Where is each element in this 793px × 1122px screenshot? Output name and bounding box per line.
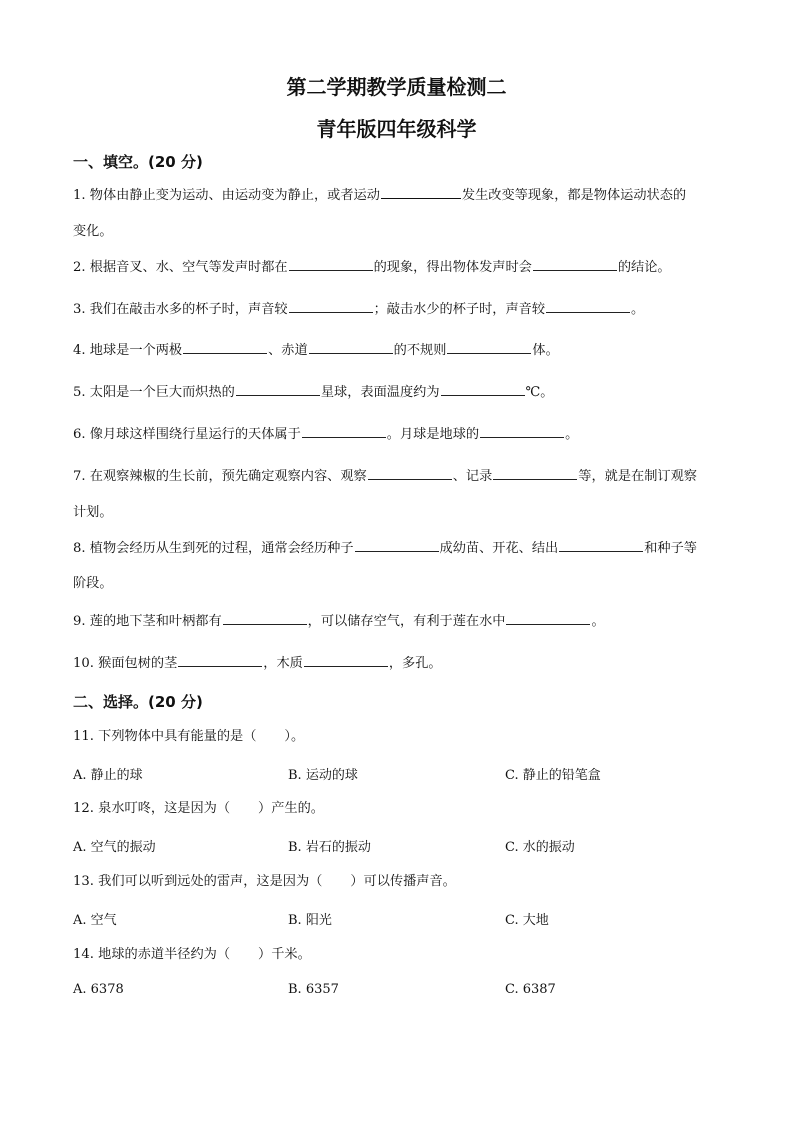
question-12 [73,799,719,819]
answer-blank[interactable] [480,425,564,438]
q2-text-a: 2. 根据音叉、水、空气等发声时都在 [73,260,288,275]
q14-text-b: ）千米。 [258,947,311,962]
q4-text-d: 体。 [532,343,559,358]
q6-text-c: 。 [565,427,579,442]
answer-blank[interactable] [381,186,461,199]
answer-blank[interactable] [493,467,577,480]
question-7 [73,467,719,487]
question-6 [73,425,719,445]
q14-text-a: 14. 地球的赤道半径约为（ [73,947,231,962]
q9-text-a: 9. 莲的地下茎和叶柄都有 [73,614,222,629]
q10-text-b: ，木质 [263,656,303,671]
answer-blank[interactable] [304,654,388,667]
q7-text-c: 等，就是在制订观察 [578,469,697,484]
question-8-cont: 阶段。 [73,576,113,591]
q11-option-b[interactable]: B. 运动的球 [288,768,358,783]
q8-text-b: 成幼苗、开花、结出 [439,541,559,556]
q11-text-b: ）。 [284,729,305,744]
q7-text-a: 7. 在观察辣椒的生长前，预先确定观察内容、观察 [73,469,367,484]
q10-text-a: 10. 猴面包树的茎 [73,656,178,671]
q12-text-b: ）产生的。 [258,801,324,816]
answer-blank[interactable] [559,539,643,552]
q12-option-a[interactable]: A. 空气的振动 [73,840,156,855]
q3-text-b: ；敲击水少的杯子时，声音较 [373,302,546,317]
question-13 [73,872,719,892]
q14-option-b[interactable]: B. 6357 [288,982,339,997]
question-9 [73,612,719,632]
q2-text-c: 的结论。 [617,260,671,275]
question-14 [73,945,719,965]
page-title: 第二学期教学质量检测二 [286,75,507,99]
section-2-heading: 二、选择。(20 分) [73,693,203,711]
q10-text-c: ，多孔。 [388,656,442,671]
answer-blank[interactable] [236,383,320,396]
question-4 [73,341,719,361]
question-7-cont: 计划。 [73,505,113,520]
answer-blank[interactable] [546,300,630,313]
question-5 [73,383,719,403]
q8-text-c: 和种子等 [644,541,697,556]
question-2 [73,258,719,278]
answer-blank[interactable] [441,383,525,396]
answer-blank[interactable] [289,258,373,271]
q1-text-b: 发生改变等现象，都是物体运动状态的 [461,188,687,203]
q4-text-c: 的不规则 [393,343,447,358]
q11-text-a: 11. 下列物体中具有能量的是（ [73,729,257,744]
q3-text-c: 。 [631,302,645,317]
answer-blank[interactable] [309,341,393,354]
question-10 [73,654,719,674]
q4-text-b: 、赤道 [268,343,308,358]
q9-text-b: ，可以储存空气，有利于莲在水中 [307,614,506,629]
q6-text-b: 。月球是地球的 [386,427,480,442]
q12-option-b[interactable]: B. 岩石的振动 [288,840,371,855]
q7-text-b: 、记录 [452,469,493,484]
answer-blank[interactable] [506,612,590,625]
q12-text-a: 12. 泉水叮咚，这是因为（ [73,801,231,816]
question-1-cont: 变化。 [73,224,113,239]
q3-text-a: 3. 我们在敲击水多的杯子时，声音较 [73,302,288,317]
question-11 [73,727,719,747]
question-1 [73,186,719,206]
q2-text-b: 的现象，得出物体发声时会 [373,260,532,275]
q5-text-a: 5. 太阳是一个巨大而炽热的 [73,385,235,400]
q4-text-a: 4. 地球是一个两极 [73,343,183,358]
page-subtitle: 青年版四年级科学 [316,117,477,141]
q13-text-a: 13. 我们可以听到远处的雷声，这是因为（ [73,874,323,889]
q11-option-c[interactable]: C. 静止的铅笔盒 [505,768,601,783]
answer-blank[interactable] [178,654,262,667]
q11-option-a[interactable]: A. 静止的球 [73,768,143,783]
answer-blank[interactable] [368,467,452,480]
q9-text-c: 。 [591,614,605,629]
answer-blank[interactable] [533,258,617,271]
q14-option-a[interactable]: A. 6378 [73,982,124,997]
q13-option-c[interactable]: C. 大地 [505,913,549,928]
q1-text-a: 1. 物体由静止变为运动、由运动变为静止，或者运动 [73,188,380,203]
question-3 [73,300,719,320]
section-1-heading: 一、填空。(20 分) [73,153,203,171]
q6-text-a: 6. 像月球这样围绕行星运行的天体属于 [73,427,301,442]
answer-blank[interactable] [447,341,531,354]
q13-option-b[interactable]: B. 阳光 [288,913,332,928]
q12-option-c[interactable]: C. 水的振动 [505,840,575,855]
answer-blank[interactable] [289,300,373,313]
answer-blank[interactable] [183,341,267,354]
q5-text-c: ℃。 [525,385,554,400]
q8-text-a: 8. 植物会经历从生到死的过程，通常会经历种子 [73,541,354,556]
q5-text-b: 星球，表面温度约为 [320,385,440,400]
q13-option-a[interactable]: A. 空气 [73,913,117,928]
answer-blank[interactable] [302,425,386,438]
answer-blank[interactable] [355,539,439,552]
q13-text-b: ）可以传播声音。 [350,874,456,889]
answer-blank[interactable] [223,612,307,625]
question-8 [73,539,719,559]
q14-option-c[interactable]: C. 6387 [505,982,556,997]
